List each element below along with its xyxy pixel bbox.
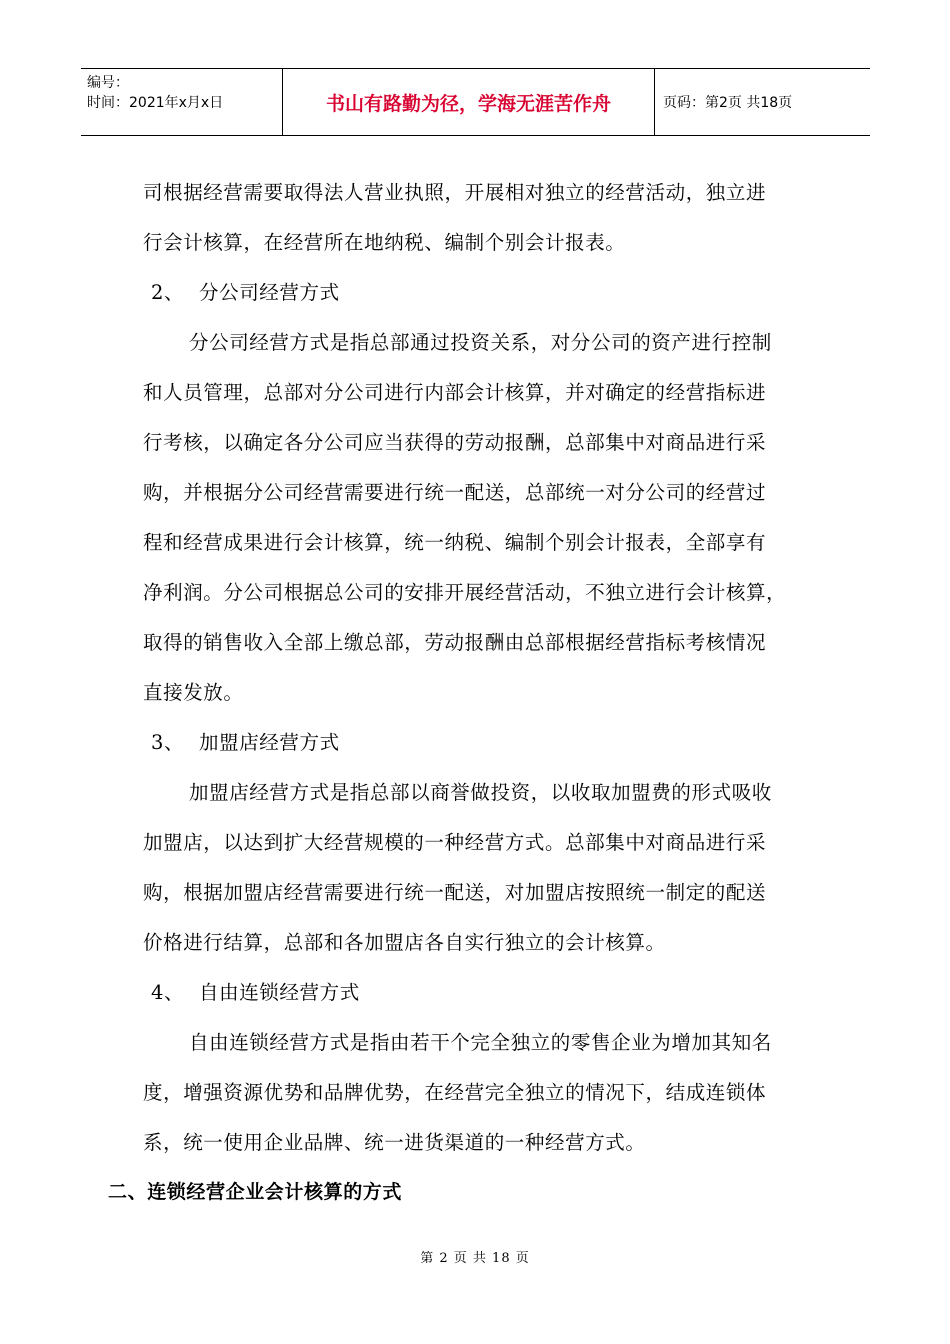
section-heading: 二、连锁经营企业会计核算的方式 bbox=[108, 1181, 403, 1203]
subheading-number: 3、 bbox=[151, 731, 185, 754]
header-number: 编号： bbox=[87, 75, 129, 91]
subheading-2 bbox=[151, 277, 340, 305]
body-line: 程和经营成果进行会计核算，统一纳税、编制个别会计报表，全部享有 bbox=[143, 531, 767, 554]
body-line: 司根据经营需要取得法人营业执照，开展相对独立的经营活动，独立进 bbox=[143, 181, 767, 204]
header-meta bbox=[81, 69, 283, 135]
body-line: 加盟店经营方式是指总部以商誉做投资，以收取加盟费的形式吸收 bbox=[189, 781, 772, 804]
subheading-text: 自由连锁经营方式 bbox=[199, 981, 360, 1004]
body-line: 直接发放。 bbox=[143, 681, 244, 704]
body-line: 净利润。分公司根据总公司的安排开展经营活动，不独立进行会计核算， bbox=[143, 581, 787, 604]
subheading-3 bbox=[151, 727, 340, 755]
body-line: 购，并根据分公司经营需要进行统一配送，总部统一对分公司的经营过 bbox=[143, 481, 767, 504]
body-line: 价格进行结算，总部和各加盟店各自实行独立的会计核算。 bbox=[143, 931, 666, 954]
page-footer: 第 2 页 共 18 页 bbox=[420, 1251, 530, 1266]
header-page-number: 页码：第2页 共18页 bbox=[663, 95, 793, 111]
body-line: 购，根据加盟店经营需要进行统一配送，对加盟店按照统一制定的配送 bbox=[143, 881, 767, 904]
body-line: 行考核，以确定各分公司应当获得的劳动报酬，总部集中对商品进行采 bbox=[143, 431, 767, 454]
header-time: 时间：2021年x月x日 bbox=[87, 95, 224, 111]
body-line: 取得的销售收入全部上缴总部，劳动报酬由总部根据经营指标考核情况 bbox=[143, 631, 767, 654]
body-line: 度，增强资源优势和品牌优势，在经营完全独立的情况下，结成连锁体 bbox=[143, 1081, 767, 1104]
header-motto: 书山有路勤为径，学海无涯苦作舟 bbox=[283, 69, 655, 135]
body-line: 自由连锁经营方式是指由若干个完全独立的零售企业为增加其知名 bbox=[189, 1031, 772, 1054]
body-line: 和人员管理，总部对分公司进行内部会计核算，并对确定的经营指标进 bbox=[143, 381, 767, 404]
body-line: 行会计核算，在经营所在地纳税、编制个别会计报表。 bbox=[143, 231, 626, 254]
subheading-4 bbox=[151, 977, 360, 1005]
page-header bbox=[81, 68, 870, 136]
subheading-number: 2、 bbox=[151, 281, 185, 304]
body-line: 系，统一使用企业品牌、统一进货渠道的一种经营方式。 bbox=[143, 1131, 646, 1154]
subheading-number: 4、 bbox=[151, 981, 185, 1004]
subheading-text: 分公司经营方式 bbox=[199, 281, 340, 304]
subheading-text: 加盟店经营方式 bbox=[199, 731, 340, 754]
body-line: 分公司经营方式是指总部通过投资关系，对分公司的资产进行控制 bbox=[189, 331, 772, 354]
body-line: 加盟店，以达到扩大经营规模的一种经营方式。总部集中对商品进行采 bbox=[143, 831, 767, 854]
